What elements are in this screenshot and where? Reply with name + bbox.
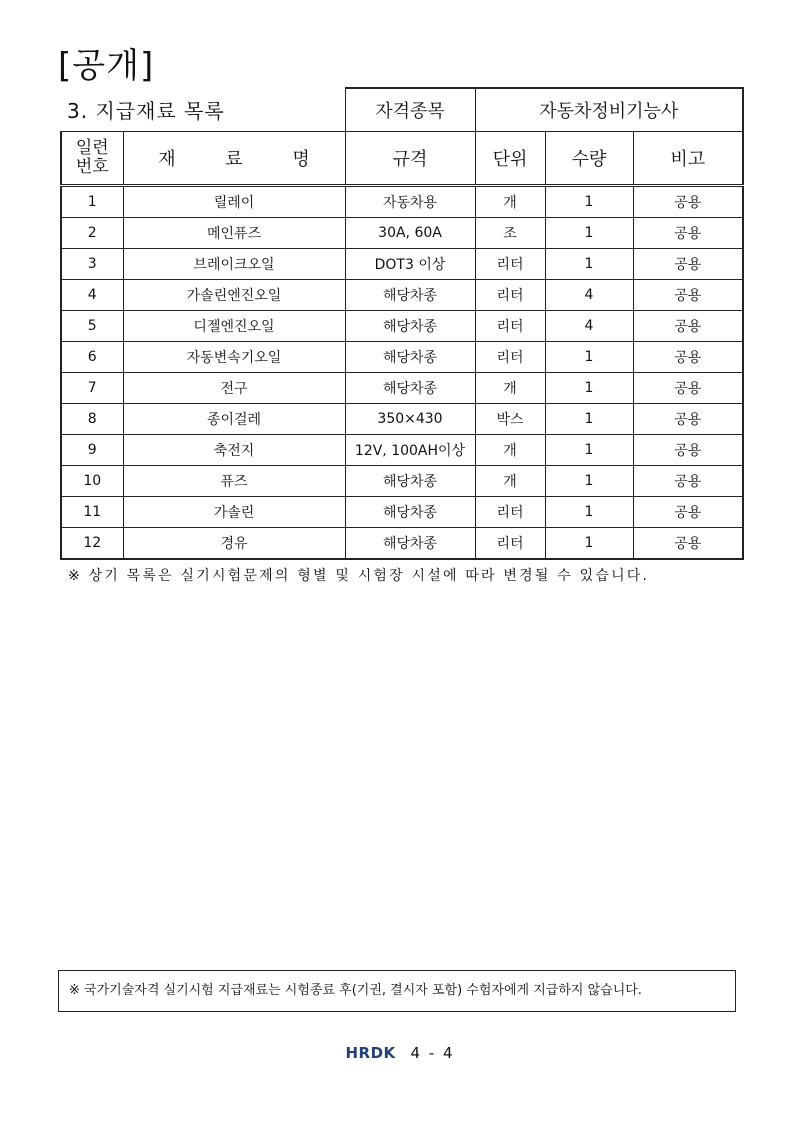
header-number-line1: 일련 xyxy=(75,138,109,158)
item-number: 3 xyxy=(61,249,123,280)
item-number: 10 xyxy=(61,466,123,497)
table-row xyxy=(61,186,743,218)
item-name: 디젤엔진오일 xyxy=(123,311,345,342)
table-title-row xyxy=(61,88,743,132)
item-number: 12 xyxy=(61,528,123,560)
item-spec: 12V, 100AH이상 xyxy=(345,435,475,466)
item-number: 1 xyxy=(61,186,123,218)
item-remark: 공용 xyxy=(633,497,743,528)
item-spec: 해당차종 xyxy=(345,528,475,560)
item-remark: 공용 xyxy=(633,218,743,249)
item-number: 11 xyxy=(61,497,123,528)
item-spec: 350×430 xyxy=(345,404,475,435)
item-remark: 공용 xyxy=(633,528,743,560)
item-quantity: 1 xyxy=(545,528,633,560)
item-number: 7 xyxy=(61,373,123,404)
item-name: 축전지 xyxy=(123,435,345,466)
table-row xyxy=(61,342,743,373)
table-row xyxy=(61,373,743,404)
item-number: 5 xyxy=(61,311,123,342)
item-name: 브레이크오일 xyxy=(123,249,345,280)
item-remark: 공용 xyxy=(633,186,743,218)
item-number: 8 xyxy=(61,404,123,435)
item-spec: 해당차종 xyxy=(345,311,475,342)
page-footer xyxy=(0,1044,800,1062)
item-unit: 개 xyxy=(475,435,545,466)
item-unit: 리터 xyxy=(475,528,545,560)
item-unit: 개 xyxy=(475,373,545,404)
distribution-notice-text: ※ 국가기술자격 실기시험 지급재료는 시험종료 후(기권, 결시자 포함) 수험자에게 지급하지 않습니다. xyxy=(69,983,642,998)
item-spec: 30A, 60A xyxy=(345,218,475,249)
item-unit: 리터 xyxy=(475,249,545,280)
item-remark: 공용 xyxy=(633,342,743,373)
item-number: 4 xyxy=(61,280,123,311)
item-remark: 공용 xyxy=(633,466,743,497)
item-spec: 해당차종 xyxy=(345,342,475,373)
item-quantity: 1 xyxy=(545,497,633,528)
item-spec: 해당차종 xyxy=(345,280,475,311)
item-name: 종이걸레 xyxy=(123,404,345,435)
table-row xyxy=(61,466,743,497)
item-quantity: 1 xyxy=(545,466,633,497)
distribution-notice-box xyxy=(58,970,736,1012)
header-number xyxy=(61,132,123,186)
item-spec: 해당차종 xyxy=(345,373,475,404)
hrdk-logo: HRDK xyxy=(345,1044,396,1062)
item-unit: 리터 xyxy=(475,497,545,528)
item-unit: 리터 xyxy=(475,342,545,373)
item-remark: 공용 xyxy=(633,280,743,311)
item-remark: 공용 xyxy=(633,311,743,342)
item-name: 가솔린엔진오일 xyxy=(123,280,345,311)
header-remark: 비고 xyxy=(633,132,743,186)
item-number: 2 xyxy=(61,218,123,249)
table-row xyxy=(61,280,743,311)
item-quantity: 4 xyxy=(545,311,633,342)
table-header-row xyxy=(61,132,743,186)
item-unit: 개 xyxy=(475,186,545,218)
item-quantity: 1 xyxy=(545,249,633,280)
item-name: 퓨즈 xyxy=(123,466,345,497)
change-notice: ※ 상기 목록은 실기시험문제의 형별 및 시험장 시설에 따라 변경될 수 있습니다. xyxy=(68,568,650,584)
item-name: 메인퓨즈 xyxy=(123,218,345,249)
item-number: 6 xyxy=(61,342,123,373)
table-row xyxy=(61,249,743,280)
table-row xyxy=(61,311,743,342)
header-unit: 단위 xyxy=(475,132,545,186)
item-number: 9 xyxy=(61,435,123,466)
table-row xyxy=(61,528,743,560)
item-quantity: 1 xyxy=(545,404,633,435)
item-quantity: 1 xyxy=(545,342,633,373)
item-unit: 개 xyxy=(475,466,545,497)
table-row xyxy=(61,497,743,528)
item-spec: 자동차용 xyxy=(345,186,475,218)
item-unit: 박스 xyxy=(475,404,545,435)
item-spec: DOT3 이상 xyxy=(345,249,475,280)
item-quantity: 1 xyxy=(545,435,633,466)
item-unit: 리터 xyxy=(475,311,545,342)
item-quantity: 1 xyxy=(545,186,633,218)
item-name: 전구 xyxy=(123,373,345,404)
item-name: 릴레이 xyxy=(123,186,345,218)
item-name: 경유 xyxy=(123,528,345,560)
header-spec: 규격 xyxy=(345,132,475,186)
qualification-type-value: 자동차정비기능사 xyxy=(475,88,743,132)
item-remark: 공용 xyxy=(633,373,743,404)
item-unit: 조 xyxy=(475,218,545,249)
page-number: 4 - 4 xyxy=(410,1044,455,1062)
header-quantity: 수량 xyxy=(545,132,633,186)
item-quantity: 1 xyxy=(545,218,633,249)
item-spec: 해당차종 xyxy=(345,497,475,528)
item-quantity: 4 xyxy=(545,280,633,311)
table-row xyxy=(61,404,743,435)
table-row xyxy=(61,435,743,466)
item-spec: 해당차종 xyxy=(345,466,475,497)
qualification-type-label: 자격종목 xyxy=(345,88,475,132)
item-remark: 공용 xyxy=(633,404,743,435)
item-name: 가솔린 xyxy=(123,497,345,528)
item-quantity: 1 xyxy=(545,373,633,404)
item-unit: 리터 xyxy=(475,280,545,311)
header-material-name: 재 료 명 xyxy=(123,132,345,186)
item-remark: 공용 xyxy=(633,249,743,280)
item-name: 자동변속기오일 xyxy=(123,342,345,373)
page-title: [공개] xyxy=(58,46,155,86)
header-number-line2: 번호 xyxy=(75,157,109,177)
table-row xyxy=(61,218,743,249)
item-remark: 공용 xyxy=(633,435,743,466)
section-title: 3. 지급재료 목록 xyxy=(61,88,345,132)
materials-table xyxy=(60,87,744,560)
